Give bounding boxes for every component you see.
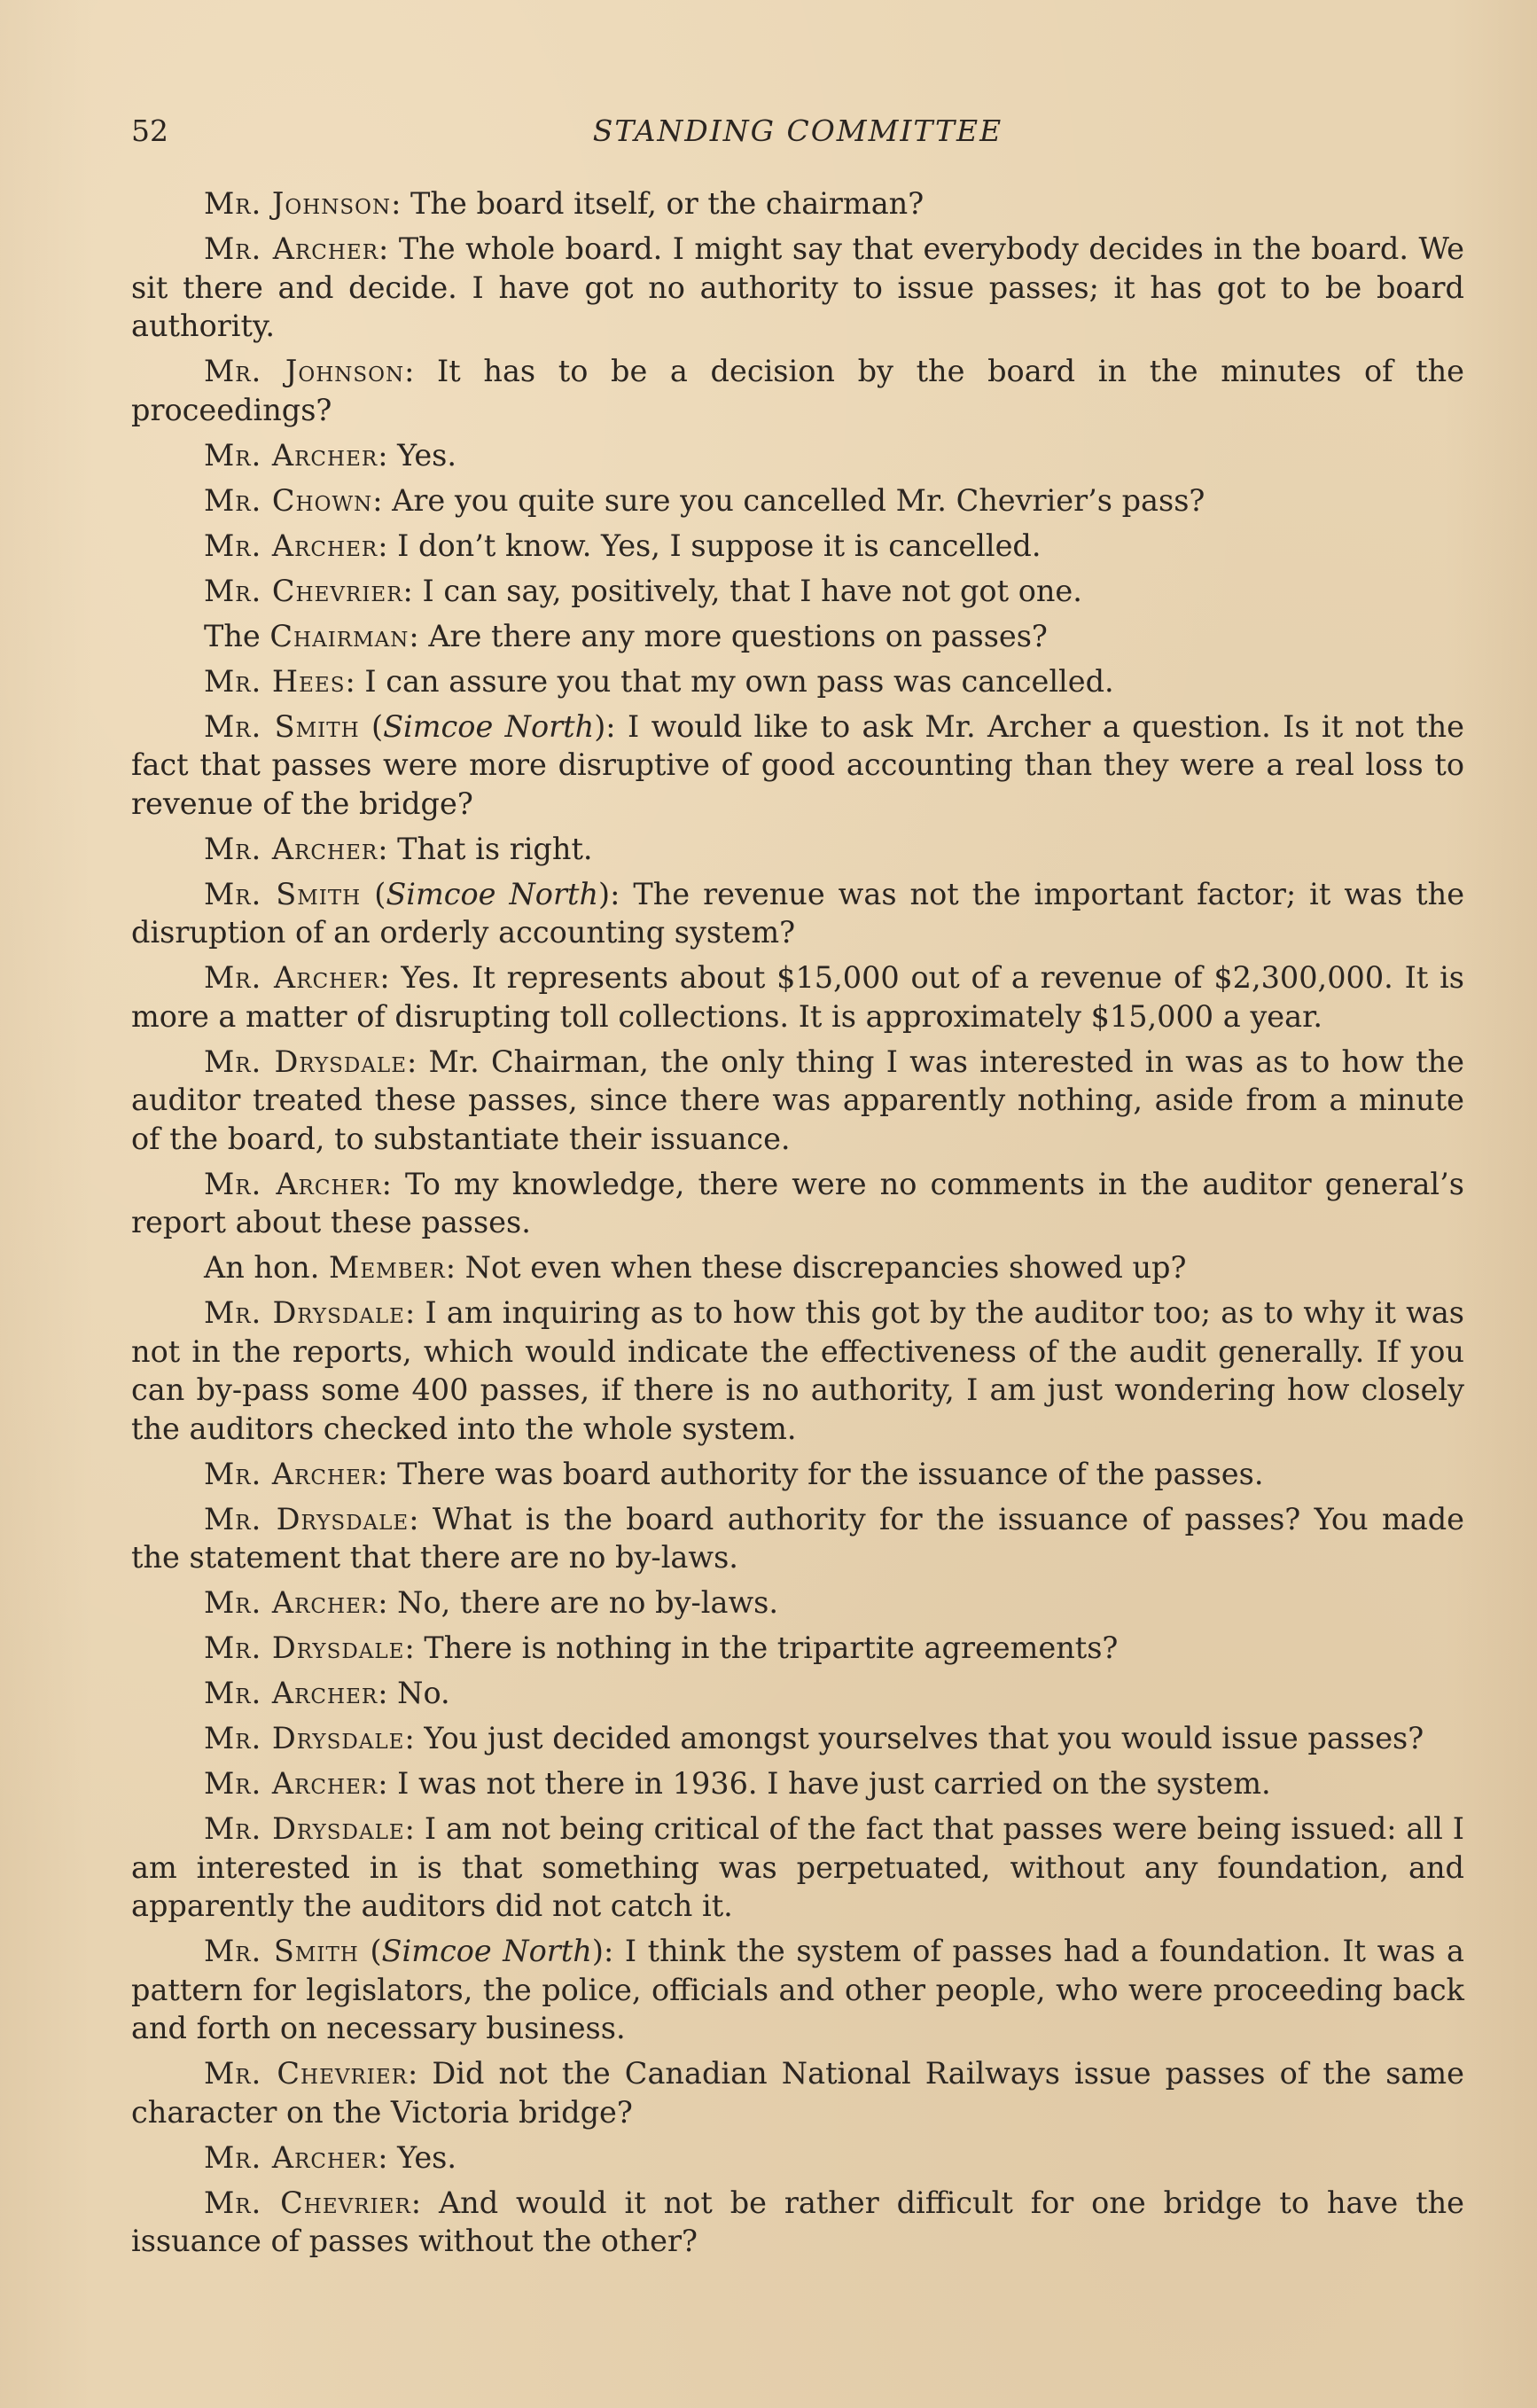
running-title: STANDING COMMITTEE (592, 113, 1003, 148)
speech-text: : Mr. Chairman, the only thing I was interested in was as to how the auditor treated these passes, since there was apparently nothing, aside from a minute of the board, to substantiate their issuance. (131, 1044, 1464, 1156)
speaker-riding: Simcoe North (383, 708, 595, 744)
transcript-paragraph (131, 1455, 1464, 1494)
transcript-paragraph (131, 830, 1464, 869)
speech-text: : There is nothing in the tripartite agreements? (404, 1630, 1119, 1665)
transcript-paragraph (131, 1165, 1464, 1242)
speech-text: : Yes. (378, 437, 457, 473)
speech-text: : The revenue was not the important factor; it was the disruption of an orderly accounting system? (131, 876, 1465, 950)
transcript-paragraph (131, 1500, 1464, 1577)
transcript-paragraph: Mr. Smith (Simcoe North): I would like to ask Mr. Archer a question. Is it not the fact that passes were more disruptive of good accounting than they were a real loss to revenue of the bridge? (131, 708, 1464, 821)
speaker-name: Mr. Archer (204, 231, 379, 266)
speech-text: : Yes. It represents about $15,000 out of a revenue of $2,300,000. It is more a matter of disrupting toll collections. It is approximately $15,000 a year. (131, 960, 1464, 1034)
transcript-paragraph (131, 352, 1464, 429)
speaker-name: Mr. Archer (204, 831, 378, 866)
speech-text: : There was board authority for the issuance of the passes. (378, 1456, 1264, 1491)
speaker-name: Mr. Drysdale (204, 1295, 405, 1330)
transcript-paragraph (131, 2054, 1464, 2131)
transcript-paragraph (131, 958, 1464, 1036)
speech-text: : I think the system of passes had a foundation. It was a pattern for legislators, the police, officials and other people, who were proceeding back and forth on necessary business. (131, 1934, 1465, 2045)
speech-text: : The board itself, or the chairman? (391, 186, 925, 221)
transcript-paragraph (131, 1043, 1464, 1159)
speaker-name: Mr. Chevrier (204, 573, 403, 608)
speech-text: : I am not being critical of the fact that passes were being issued: all I am interested in is that something was perpetuated, without any foundation, and apparently the auditors did not catch it. (131, 1811, 1464, 1923)
transcript-paragraph (131, 572, 1464, 611)
speech-text: : What is the board authority for the issuance of passes? You made the statement that there are no by-laws. (131, 1501, 1464, 1575)
speaker-prefix: An hon. (204, 1250, 330, 1285)
speaker-name: Mr. Chevrier (204, 2056, 408, 2091)
speaker-name: Mr. Archer (204, 1766, 378, 1801)
transcript-paragraph (131, 527, 1464, 566)
speaker-name: Mr. Archer (204, 1676, 378, 1710)
speech-text: : Are there any more questions on passes? (409, 618, 1048, 653)
speech-text: : And would it not be rather difficult for one bridge to have the issuance of passes without the other? (131, 2185, 1464, 2258)
transcript-paragraph (131, 230, 1464, 346)
page-number: 52 (131, 113, 168, 148)
transcript-paragraph (131, 2138, 1464, 2177)
speech-text: : To my knowledge, there were no comments in the auditor general’s report about these passes. (131, 1166, 1464, 1239)
speech-text: : No. (378, 1676, 450, 1710)
speaker-riding: Simcoe North (381, 1934, 592, 1968)
transcript-paragraph (131, 481, 1464, 520)
speaker-name: Mr. Archer (204, 2139, 378, 2175)
speaker-name: Mr. Drysdale (204, 1811, 405, 1846)
transcript-paragraph: Mr. Smith (Simcoe North): The revenue was not the important factor; it was the disruption of an orderly accounting system? (131, 876, 1465, 950)
speaker-name: Mr. Drysdale (204, 1721, 405, 1755)
speaker-name: Mr. Johnson (204, 354, 405, 388)
speaker-name: Mr. Hees (204, 663, 346, 699)
transcript-paragraph (131, 1294, 1464, 1448)
document-page (131, 0, 1464, 2408)
transcript-paragraph (131, 1674, 1464, 1713)
speaker-prefix: The (204, 618, 270, 653)
transcript-paragraph (131, 662, 1464, 701)
speaker-name: Mr. Johnson (204, 186, 392, 221)
speaker-name: Mr. Smith (204, 876, 362, 911)
speech-text: : Yes. (378, 2139, 457, 2175)
speaker-name: Mr. Archer (204, 1166, 382, 1201)
speech-text: : I can assure you that my own pass was cancelled. (345, 663, 1114, 699)
transcript-paragraph (131, 184, 1464, 223)
running-head (131, 110, 1464, 152)
speaker-name: Mr. Chevrier (204, 2185, 411, 2220)
transcript-paragraph (131, 1629, 1464, 1668)
speaker-name: Mr. Drysdale (204, 1044, 407, 1079)
speech-text: : I am inquiring as to how this got by the auditor too; as to why it was not in the reports, which would indicate the effectiveness of the audit generally. If you can by-pass some 400 passes, if there is no authority, I am just wondering how closely the auditors checked into the whole system. (131, 1295, 1464, 1446)
transcript-paragraph (131, 436, 1464, 475)
transcript-paragraph: Mr. Smith (Simcoe North): I think the system of passes had a foundation. It was a pattern for legislators, the police, officials and other people, who were proceeding back and forth on necessary business. (131, 1934, 1465, 2045)
transcript-paragraph (131, 617, 1464, 656)
speaker-riding: Simcoe North (386, 876, 599, 911)
transcript-paragraph (131, 1583, 1464, 1622)
speaker-name: Mr. Archer (204, 1585, 378, 1620)
transcript-paragraph (131, 1764, 1464, 1803)
speech-text: : That is right. (378, 831, 593, 866)
transcript-paragraph (131, 1810, 1464, 1926)
transcript-paragraph (131, 2184, 1464, 2261)
speaker-name: Mr. Archer (204, 528, 378, 563)
speech-text: : The whole board. I might say that everybody decides in the board. We sit there and decide. I have got no authority to issue passes; it has got to be board authority. (131, 231, 1464, 343)
speaker-name: Mr. Drysdale (204, 1630, 405, 1665)
transcript-body (131, 184, 1464, 2267)
speech-text: : It has to be a decision by the board in the minutes of the proceedings? (131, 354, 1465, 427)
speech-text: : You just decided amongst yourselves that you would issue passes? (404, 1721, 1424, 1755)
speaker-name: Mr. Drysdale (204, 1501, 410, 1536)
speaker-name: Mr. Archer (204, 437, 378, 473)
speaker-name: Chairman (269, 618, 410, 653)
speech-text: : Did not the Canadian National Railways issue passes of the same character on the Victoria bridge? (131, 2056, 1465, 2130)
transcript-paragraph (131, 1719, 1464, 1758)
speech-text: : Not even when these discrepancies showed up? (445, 1250, 1187, 1285)
speaker-name: Mr. Archer (204, 1456, 378, 1491)
speech-text: : No, there are no by-laws. (378, 1585, 779, 1620)
speech-text: : I was not there in 1936. I have just carried on the system. (378, 1766, 1271, 1801)
speaker-name: Mr. Smith (204, 1934, 359, 1968)
speech-text: : Are you quite sure you cancelled Mr. Chevrier’s pass? (372, 482, 1205, 518)
speaker-name: Mr. Smith (204, 708, 360, 744)
speaker-name: Mr. Archer (204, 960, 380, 995)
speech-text: : I don’t know. Yes, I suppose it is cancelled. (378, 528, 1042, 563)
speech-text: : I would like to ask Mr. Archer a question. Is it not the fact that passes were more disruptive of good accounting than they were a real loss to revenue of the bridge? (131, 708, 1464, 821)
speaker-name: Mr. Chown (204, 482, 373, 518)
speech-text: : I can say, positively, that I have not got one. (402, 573, 1082, 608)
speaker-name: Member (329, 1250, 446, 1285)
transcript-paragraph (131, 1248, 1464, 1287)
